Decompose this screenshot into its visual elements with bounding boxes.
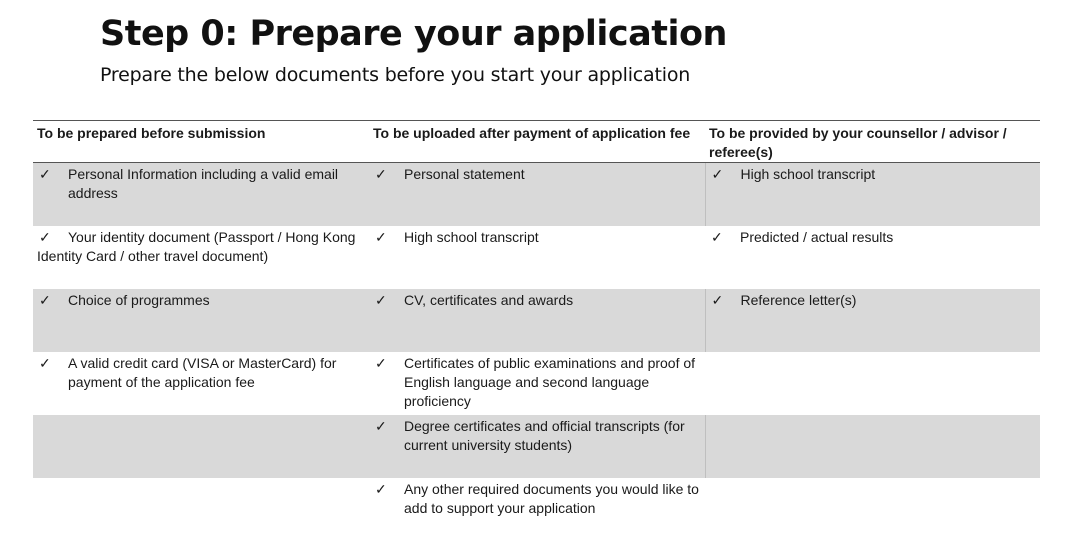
table-header-row — [33, 121, 1040, 163]
table-cell — [705, 289, 1040, 352]
check-icon: ✓ — [39, 291, 51, 308]
item-text: Predicted / actual results — [740, 228, 894, 245]
item-text: Certificates of public examinations and proof of English language and second language proficiency — [404, 354, 696, 409]
column-header: To be uploaded after payment of application fee — [369, 121, 705, 163]
check-icon: ✓ — [39, 228, 51, 245]
list-item — [373, 291, 701, 310]
check-icon: ✓ — [375, 291, 387, 308]
table-row — [33, 289, 1040, 352]
item-text: Personal statement — [404, 166, 525, 182]
table-row — [33, 415, 1040, 478]
list-item — [373, 165, 701, 184]
check-icon: ✓ — [375, 166, 387, 182]
column-header: To be prepared before submission — [33, 121, 369, 163]
list-item — [373, 417, 701, 455]
item-text: Your identity document (Passport / Hong Kong Identity Card / other travel document) — [37, 228, 356, 264]
check-icon: ✓ — [711, 166, 724, 182]
documents-table — [33, 120, 1040, 538]
item-text: A valid credit card (VISA or MasterCard) for payment of the application fee — [68, 354, 337, 390]
check-icon: ✓ — [375, 354, 387, 371]
check-icon: ✓ — [711, 291, 724, 308]
table-cell — [369, 289, 705, 352]
item-text: Reference letter(s) — [740, 291, 857, 308]
table-cell — [33, 478, 369, 538]
list-item — [37, 165, 365, 203]
table-cell — [33, 415, 369, 478]
table-cell — [705, 478, 1040, 538]
item-text: CV, certificates and awards — [404, 291, 574, 308]
table-cell — [33, 289, 369, 352]
table-cell — [705, 415, 1040, 478]
table-row — [33, 226, 1040, 289]
table-row — [33, 352, 1040, 415]
table-cell — [705, 163, 1040, 226]
check-icon: ✓ — [711, 228, 723, 245]
check-icon: ✓ — [375, 480, 387, 497]
table-cell — [705, 226, 1040, 289]
table-cell — [33, 226, 369, 289]
item-text: High school transcript — [740, 166, 876, 182]
table-row — [33, 163, 1040, 226]
table-cell — [33, 163, 369, 226]
list-item — [373, 480, 701, 518]
list-item — [373, 228, 701, 247]
table-row — [33, 478, 1040, 538]
table-cell — [369, 415, 705, 478]
list-item — [373, 354, 701, 411]
check-icon: ✓ — [39, 166, 51, 182]
check-icon: ✓ — [375, 228, 387, 245]
table-cell — [369, 163, 705, 226]
list-item — [710, 165, 1037, 184]
table-cell — [369, 352, 705, 415]
item-text: Personal Information including a valid email address — [68, 166, 339, 201]
table-cell — [705, 352, 1040, 415]
table-cell — [33, 352, 369, 415]
column-header: To be provided by your counsellor / advisor / referee(s) — [705, 121, 1040, 163]
page-subtitle: Prepare the below documents before you start your application — [100, 64, 691, 86]
item-text: Degree certificates and official transcripts (for current university students) — [404, 417, 685, 453]
item-text: Any other required documents you would like to add to support your application — [404, 480, 699, 516]
item-text: Choice of programmes — [68, 291, 210, 308]
check-icon: ✓ — [375, 417, 387, 434]
list-item — [709, 228, 1036, 247]
page-title: Step 0: Prepare your application — [100, 14, 727, 54]
item-text: High school transcript — [404, 228, 539, 245]
check-icon: ✓ — [39, 354, 51, 371]
list-item — [710, 291, 1037, 310]
list-item — [37, 354, 365, 392]
table-cell — [369, 478, 705, 538]
list-item — [37, 291, 365, 310]
table-cell — [369, 226, 705, 289]
list-item — [37, 228, 365, 266]
